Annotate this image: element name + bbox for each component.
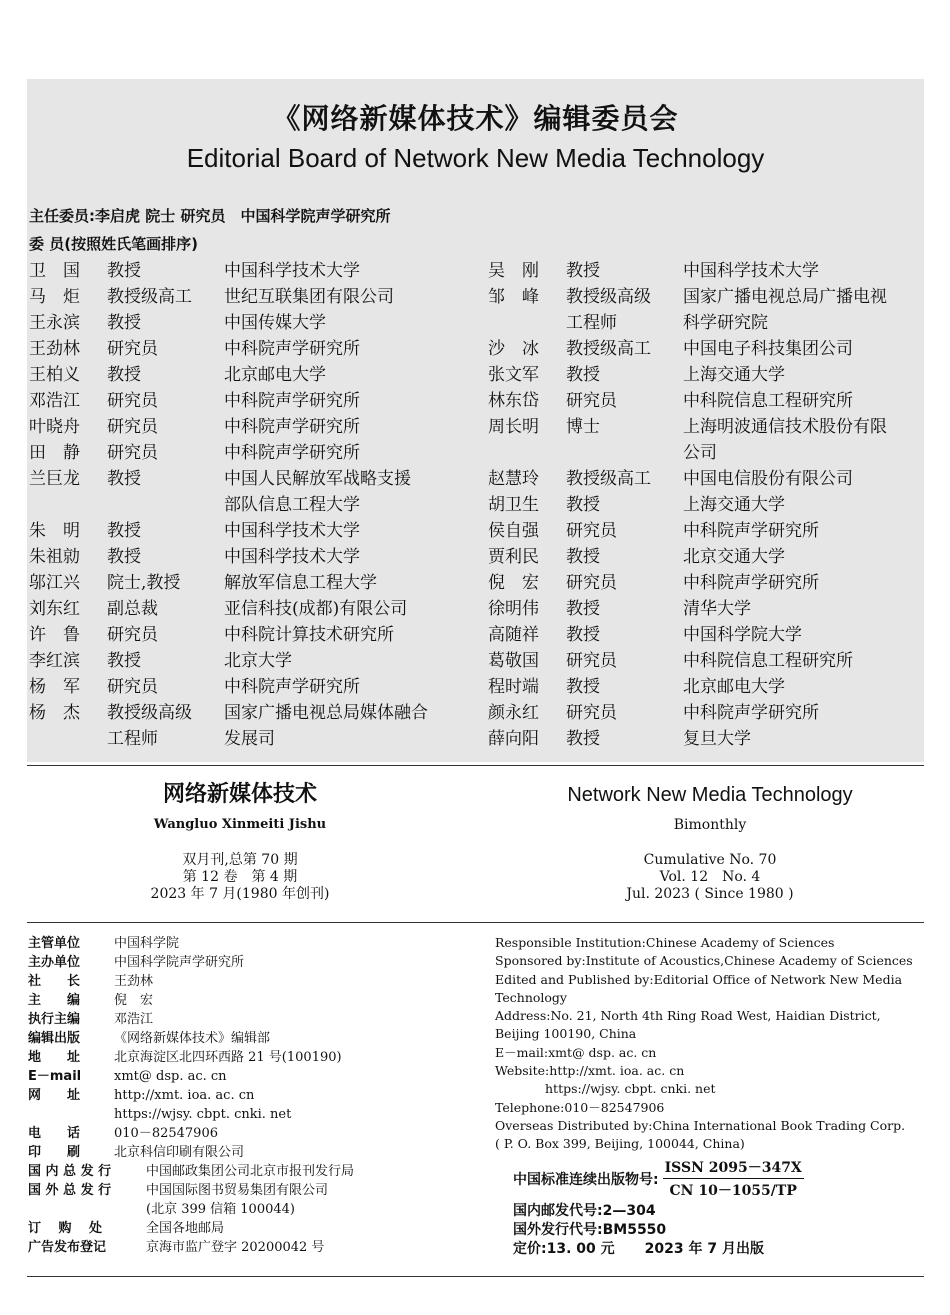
issn-fraction	[663, 1157, 804, 1200]
info-label: 社 长	[28, 974, 81, 989]
info-value: https://wjsy. cbpt. cnki. net	[114, 1107, 292, 1122]
member-title: 研究员	[566, 391, 617, 411]
member-row	[488, 440, 928, 466]
member-row	[29, 310, 469, 336]
issue-info-cn	[100, 852, 380, 903]
member-title: 研究员	[107, 391, 158, 411]
member-affiliation: 中国电信股份有限公司	[683, 469, 853, 489]
member-affiliation: 北京大学	[224, 651, 292, 671]
info-value: http://xmt. ioa. ac. cn	[114, 1088, 255, 1103]
member-title: 研究员	[107, 443, 158, 463]
member-title: 教授	[107, 547, 141, 567]
info-row	[28, 1048, 468, 1067]
member-title: 研究员	[107, 417, 158, 437]
info-value: 《网络新媒体技术》编辑部	[114, 1031, 271, 1046]
member-affiliation: 公司	[683, 443, 717, 463]
member-title: 教授	[566, 599, 600, 619]
member-row	[29, 674, 469, 700]
member-title: 研究员	[107, 677, 158, 697]
info-line-en: E－mail:xmt@ dsp. ac. cn	[495, 1044, 657, 1060]
info-value: 邓浩江	[114, 1012, 154, 1027]
info-label: 国 内 总 发 行	[28, 1164, 112, 1179]
member-affiliation: 中科院声学研究所	[224, 339, 360, 359]
member-title: 副总裁	[107, 599, 158, 619]
member-affiliation: 北京邮电大学	[683, 677, 785, 697]
member-title: 研究员	[566, 703, 617, 723]
info-row	[28, 1010, 468, 1029]
info-value: (北京 399 信箱 100044)	[146, 1202, 295, 1217]
member-title: 教授	[566, 677, 600, 697]
info-row	[28, 991, 468, 1010]
member-title: 教授	[566, 547, 600, 567]
member-row	[29, 518, 469, 544]
member-title: 教授	[566, 495, 600, 515]
member-title: 研究员	[107, 625, 158, 645]
info-value: 京海市监广登字 20200042 号	[146, 1240, 325, 1255]
member-title: 工程师	[107, 729, 158, 749]
member-affiliation: 中科院计算技术研究所	[224, 625, 394, 645]
member-row	[29, 726, 469, 752]
info-row	[28, 1219, 468, 1238]
price: 定价:13. 00 元	[513, 1241, 615, 1257]
publication-date: 2023 年 7 月出版	[644, 1241, 764, 1257]
member-title: 教授级高工	[107, 287, 192, 307]
member-name: 邬江兴	[29, 573, 80, 593]
info-row	[28, 1162, 468, 1181]
member-title: 教授	[107, 365, 141, 385]
info-label	[28, 1200, 146, 1219]
member-row	[488, 258, 928, 284]
member-name: 吴 刚	[488, 261, 539, 281]
member-title: 教授	[107, 313, 141, 333]
divider-middle	[27, 922, 924, 923]
info-line-en: Address:No. 21, North 4th Ring Road West, Haidian District,	[495, 1008, 881, 1024]
info-row	[28, 1200, 468, 1219]
member-row	[29, 414, 469, 440]
masthead-en	[520, 780, 900, 903]
member-name: 马 炬	[29, 287, 80, 307]
member-name: 王柏义	[29, 365, 80, 385]
member-row	[488, 388, 928, 414]
member-name: 贾利民	[488, 547, 539, 567]
cn-number: CN 10－1055/TP	[669, 1183, 797, 1199]
info-value: 中国科学院	[114, 936, 180, 951]
member-name: 邹 峰	[488, 287, 539, 307]
member-row	[488, 466, 928, 492]
member-affiliation: 中科院声学研究所	[224, 417, 360, 437]
member-name: 颜永红	[488, 703, 539, 723]
issn-block	[513, 1157, 804, 1200]
member-title: 研究员	[566, 573, 617, 593]
member-affiliation: 发展司	[224, 729, 275, 749]
info-value: 北京海淀区北四环西路 21 号(100190)	[114, 1050, 342, 1065]
info-row	[28, 934, 468, 953]
member-row	[29, 336, 469, 362]
member-affiliation: 上海交通大学	[683, 495, 785, 515]
member-row	[29, 596, 469, 622]
member-name: 杨 军	[29, 677, 80, 697]
info-row	[28, 1238, 468, 1257]
info-value: 010－82547906	[114, 1126, 218, 1141]
member-row	[488, 362, 928, 388]
issue-line: 2023 年 7 月(1980 年创刊)	[150, 886, 330, 902]
info-label: 国 外 总 发 行	[28, 1183, 112, 1198]
info-value: 王劲林	[114, 974, 154, 989]
member-title: 教授	[566, 365, 600, 385]
member-affiliation: 中国科学技术大学	[224, 521, 360, 541]
publisher-info-cn	[28, 934, 468, 1257]
issue-line: Vol. 12 No. 4	[659, 869, 761, 885]
member-row	[29, 544, 469, 570]
member-name: 兰巨龙	[29, 469, 80, 489]
member-title: 教授	[107, 651, 141, 671]
info-label: 广告发布登记	[28, 1240, 107, 1255]
member-row	[488, 284, 928, 310]
info-value: 中国国际图书贸易集团有限公司	[146, 1183, 329, 1198]
member-name	[488, 440, 566, 466]
info-label: 地 址	[28, 1050, 81, 1065]
member-name: 朱祖勍	[29, 547, 80, 567]
info-label: 网 址	[28, 1088, 81, 1103]
member-row	[488, 622, 928, 648]
info-row	[28, 1143, 468, 1162]
member-name: 薛向阳	[488, 729, 539, 749]
info-line-en: https://wjsy. cbpt. cnki. net	[495, 1081, 716, 1097]
member-affiliation: 北京邮电大学	[224, 365, 326, 385]
member-row	[488, 596, 928, 622]
member-title: 教授级高工	[566, 469, 651, 489]
member-title: 教授	[566, 261, 600, 281]
info-line-en: Website:http://xmt. ioa. ac. cn	[495, 1063, 685, 1079]
member-affiliation: 亚信科技(成都)有限公司	[224, 599, 408, 619]
info-line-en: ( P. O. Box 399, Beijing, 100044, China)	[495, 1136, 745, 1152]
member-name: 李红滨	[29, 651, 80, 671]
member-title: 研究员	[566, 521, 617, 541]
member-name: 程时端	[488, 677, 539, 697]
member-row	[488, 336, 928, 362]
member-affiliation: 中科院信息工程研究所	[683, 391, 853, 411]
issue-info-en	[520, 852, 900, 903]
member-name: 杨 杰	[29, 703, 80, 723]
info-line-en: Technology	[495, 989, 567, 1005]
member-row	[488, 518, 928, 544]
journal-title-en: Network New Media Technology	[567, 784, 853, 806]
info-label: 主 编	[28, 993, 81, 1008]
info-label	[28, 1105, 114, 1124]
member-affiliation: 中科院声学研究所	[224, 443, 360, 463]
member-affiliation: 中国科学技术大学	[224, 547, 360, 567]
members-left-column	[29, 258, 469, 752]
info-line-en: Edited and Published by:Editorial Office of Network New Media	[495, 971, 903, 987]
info-label: 主办单位	[28, 955, 81, 970]
info-line-en: Responsible Institution:Chinese Academy of Sciences	[495, 935, 835, 950]
info-row	[28, 972, 468, 991]
member-row	[29, 700, 469, 726]
member-title	[107, 492, 224, 518]
member-title: 教授	[107, 521, 141, 541]
member-row	[488, 544, 928, 570]
info-label: 编辑出版	[28, 1031, 81, 1046]
member-row	[29, 388, 469, 414]
member-title: 教授级高级	[566, 287, 651, 307]
member-affiliation: 中国传媒大学	[224, 313, 326, 333]
divider-top	[27, 765, 924, 766]
publisher-info-en	[495, 934, 925, 1154]
member-name: 徐明伟	[488, 599, 539, 619]
info-value: 倪 宏	[114, 993, 154, 1008]
member-name: 沙 冰	[488, 339, 539, 359]
info-value: 中国邮政集团公司北京市报刊发行局	[146, 1164, 355, 1179]
member-affiliation: 清华大学	[683, 599, 751, 619]
member-affiliation: 国家广播电视总局媒体融合	[224, 703, 428, 723]
member-affiliation: 中科院声学研究所	[683, 521, 819, 541]
member-affiliation: 中国科学技术大学	[683, 261, 819, 281]
member-affiliation: 中科院声学研究所	[683, 703, 819, 723]
member-name: 周长明	[488, 417, 539, 437]
distribution-codes	[513, 1202, 764, 1259]
member-name: 张文军	[488, 365, 539, 385]
issue-line: 双月刊,总第 70 期	[182, 852, 298, 868]
member-row	[29, 440, 469, 466]
issue-line: 第 12 卷 第 4 期	[182, 869, 298, 885]
member-row	[488, 570, 928, 596]
info-row	[28, 1029, 468, 1048]
member-name: 葛敬国	[488, 651, 539, 671]
editorial-board-panel	[27, 79, 924, 762]
member-affiliation: 中科院信息工程研究所	[683, 651, 853, 671]
member-row	[488, 700, 928, 726]
journal-frequency: Bimonthly	[673, 817, 747, 833]
info-label: E－mail	[28, 1069, 82, 1084]
board-chair: 主任委员:李启虎 院士 研究员 中国科学院声学研究所	[29, 207, 391, 225]
member-title: 院士,教授	[107, 573, 181, 593]
member-affiliation: 上海交通大学	[683, 365, 785, 385]
member-title: 教授	[566, 729, 600, 749]
info-label: 订 购 处	[28, 1221, 103, 1236]
info-value: 全国各地邮局	[146, 1221, 225, 1236]
member-name: 田 静	[29, 443, 80, 463]
price-line	[513, 1240, 764, 1259]
members-label: 委 员(按照姓氏笔画排序)	[29, 235, 198, 253]
journal-title-pinyin: Wangluo Xinmeiti Jishu	[153, 817, 327, 832]
info-row	[28, 1086, 468, 1105]
info-row	[28, 953, 468, 972]
member-name: 刘东红	[29, 599, 80, 619]
info-row	[28, 1181, 468, 1200]
member-row	[29, 492, 469, 518]
member-row	[488, 310, 928, 336]
member-row	[29, 622, 469, 648]
masthead-cn	[100, 780, 380, 903]
info-line-en: Beijing 100190, China	[495, 1026, 637, 1042]
member-affiliation: 科学研究院	[683, 313, 768, 333]
issue-line: Jul. 2023 ( Since 1980 )	[626, 886, 794, 902]
info-row	[28, 1067, 468, 1086]
member-row	[488, 674, 928, 700]
member-affiliation: 中科院声学研究所	[224, 391, 360, 411]
member-row	[488, 414, 928, 440]
member-title: 工程师	[566, 313, 617, 333]
member-row	[29, 258, 469, 284]
member-title	[566, 440, 683, 466]
member-affiliation: 中科院声学研究所	[683, 573, 819, 593]
member-title: 教授	[107, 261, 141, 281]
info-label: 主管单位	[28, 936, 81, 951]
info-value: 北京科信印刷有限公司	[114, 1145, 245, 1160]
member-title: 教授	[107, 469, 141, 489]
member-affiliation: 中国电子科技集团公司	[683, 339, 853, 359]
journal-title-cn: 网络新媒体技术	[162, 782, 317, 807]
member-name: 高随祥	[488, 625, 539, 645]
board-title-cn: 《网络新媒体技术》编辑委员会	[272, 102, 679, 135]
info-value: xmt@ dsp. ac. cn	[114, 1069, 227, 1084]
issn-label: 中国标准连续出版物号:	[513, 1171, 659, 1188]
info-line-en: Telephone:010－82547906	[495, 1099, 665, 1115]
member-row	[29, 284, 469, 310]
member-name: 赵慧玲	[488, 469, 539, 489]
member-affiliation: 中国科学技术大学	[224, 261, 360, 281]
member-row	[488, 492, 928, 518]
member-affiliation: 中国科学院大学	[683, 625, 802, 645]
member-name: 侯自强	[488, 521, 539, 541]
info-value: 中国科学院声学研究所	[114, 955, 245, 970]
info-row	[28, 1105, 468, 1124]
members-right-column	[488, 258, 928, 752]
member-name: 王永滨	[29, 313, 80, 333]
member-affiliation: 解放军信息工程大学	[224, 573, 377, 593]
info-label: 电 话	[28, 1126, 81, 1141]
info-label: 执行主编	[28, 1012, 81, 1027]
issn-number: ISSN 2095－347X	[663, 1157, 804, 1179]
info-label: 印 刷	[28, 1145, 81, 1160]
member-affiliation: 北京交通大学	[683, 547, 785, 567]
info-line-en: Overseas Distributed by:China International Book Trading Corp.	[495, 1117, 906, 1133]
domestic-code: 国内邮发代号:2—304	[513, 1203, 656, 1219]
member-title: 教授级高工	[566, 339, 651, 359]
member-title: 研究员	[107, 339, 158, 359]
member-row	[29, 570, 469, 596]
member-affiliation: 中国人民解放军战略支援	[224, 469, 411, 489]
member-name: 邓浩江	[29, 391, 80, 411]
member-name: 许 鲁	[29, 625, 80, 645]
issue-line: Cumulative No. 70	[643, 852, 777, 868]
member-title: 博士	[566, 417, 600, 437]
member-title: 教授级高级	[107, 703, 192, 723]
member-name: 王劲林	[29, 339, 80, 359]
member-row	[29, 362, 469, 388]
member-affiliation: 中科院声学研究所	[224, 677, 360, 697]
member-name	[488, 310, 566, 336]
member-affiliation: 部队信息工程大学	[224, 495, 360, 515]
member-title: 教授	[566, 625, 600, 645]
member-name: 叶晓舟	[29, 417, 80, 437]
member-name	[29, 492, 107, 518]
member-name	[29, 726, 107, 752]
member-affiliation: 复旦大学	[683, 729, 751, 749]
member-title: 研究员	[566, 651, 617, 671]
member-row	[29, 466, 469, 492]
divider-bottom	[27, 1276, 924, 1277]
member-affiliation: 世纪互联集团有限公司	[224, 287, 394, 307]
member-name: 林东岱	[488, 391, 539, 411]
overseas-code: 国外发行代号:BM5550	[513, 1222, 667, 1238]
member-row	[488, 648, 928, 674]
member-row	[29, 648, 469, 674]
member-name: 胡卫生	[488, 495, 539, 515]
board-title-en: Editorial Board of Network New Media Technology	[186, 143, 765, 173]
info-row	[28, 1124, 468, 1143]
member-name: 朱 明	[29, 521, 80, 541]
info-line-en: Sponsored by:Institute of Acoustics,Chinese Academy of Sciences	[495, 953, 913, 969]
member-affiliation: 国家广播电视总局广播电视	[683, 287, 887, 307]
member-row	[488, 726, 928, 752]
member-name: 卫 国	[29, 261, 80, 281]
member-name: 倪 宏	[488, 573, 539, 593]
member-affiliation: 上海明波通信技术股份有限	[683, 417, 887, 437]
